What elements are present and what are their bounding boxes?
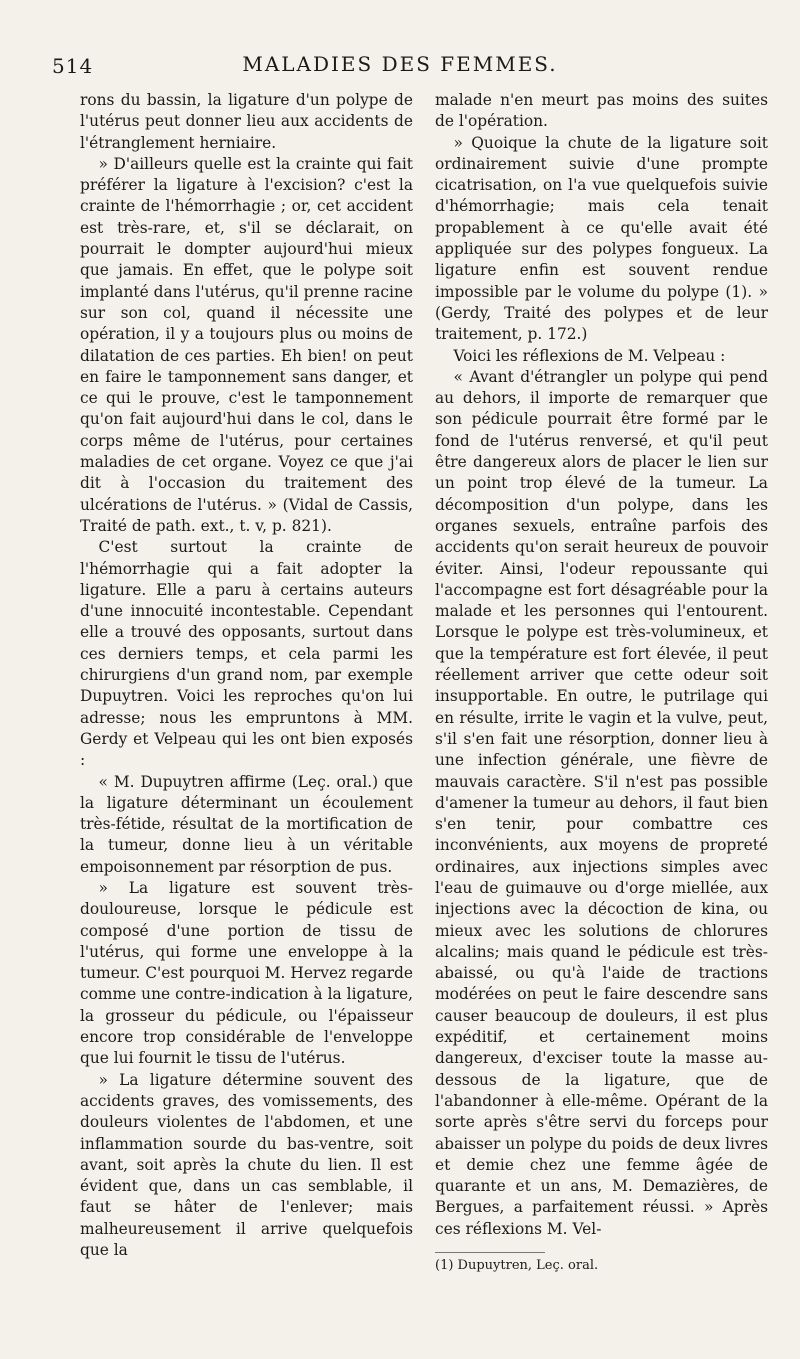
right-paragraph-1: malade n'en meurt pas moins des suites de l'opération. <box>435 91 768 131</box>
left-paragraph-4: « M. Dupuytren affirme (Leç. oral.) que la ligature déterminant un écoulement très-fétide, résultat de la mortification de la tumeur, donne lieu à un véritable empoisonnement par résorption de pus. <box>80 772 413 876</box>
right-paragraph-4: « Avant d'étrangler un polype qui pend au dehors, il importe de remarquer que son pédicule pourrait être formé par le fond de l'utérus renversé, et qu'il peut être dangereux alors de placer le lien sur un point trop élevé de la tumeur. La décomposition d'un polype, dans les organes sexuels, entraîne parfois des accidents qu'on serait heureux de pouvoir éviter. Ainsi, l'odeur repoussante qui l'accompagne est fort désagréable pour la malade et les personnes qui l'entourent. Lorsque le polype est très-volumineux, et que la température est fort élevée, il peut réellement arriver que cette odeur soit insupportable. En outre, le putrilage qui en résulte, irrite le vagin et la vulve, peut, s'il s'en fait une résorption, donner lieu à une infection générale, une fièvre de mauvais caractère. S'il n'est pas possible d'amener la tumeur au dehors, il faut bien s'en tenir, pour combattre ces inconvénients, aux moyens de propreté ordinaires, aux injections simples avec l'eau de guimauve ou d'orge miellée, aux injections avec la décoction de kina, ou mieux avec les solutions de chlorures alcalins; mais quand le pédicule est très-abaissé, ou qu'à l'aide de tractions modérées on peut le faire descendre sans causer beaucoup de douleurs, il est plus expéditif, et certainement moins dangereux, d'exciser toute la masse au-dessous de la ligature, que de l'abandonner à elle-même. Opérant de la sorte après s'être servi du forceps pour abaisser un polype du poids de deux livres et demie chez une femme âgée de quarante et un ans, M. Demazières, de Bergues, a parfaitement réussi. » Après ces réflexions M. Vel- <box>435 367 768 1238</box>
left-column <box>80 90 413 1340</box>
footnote-text: (1) Dupuytren, Leç. oral. <box>435 1258 599 1274</box>
left-paragraph-5: » La ligature est souvent très-douloureuse, lorsque le pédicule est composé d'une portion de tissu de l'utérus, qui forme une enveloppe à la tumeur. C'est pourquoi M. Hervez regarde comme une contre-indication à la ligature, la grosseur du pédicule, ou l'épaisseur encore trop considérable de l'enveloppe que lui fournit le tissu de l'utérus. <box>80 878 413 1068</box>
right-paragraph-3: Voici les réflexions de M. Velpeau : <box>453 346 726 365</box>
text-columns <box>80 90 768 1340</box>
left-paragraph-6: » La ligature détermine souvent des accidents graves, des vomissements, des douleurs violentes de l'abdomen, et une inflammation sourde du bas-ventre, soit avant, soit après la chute du lien. Il est évident que, dans un cas semblable, il faut se hâter de l'enlever; mais malheureusement il arrive quelquefois que la <box>80 1070 413 1260</box>
footnote-rule <box>435 1252 545 1253</box>
page-header <box>0 48 800 80</box>
page-number: 514 <box>52 54 94 78</box>
right-paragraph-2: » Quoique la chute de la ligature soit ordinairement suivie d'une prompte cicatrisation, on l'a vue quelquefois suivie d'hémorrhagie; mais cela tenait propablement à ce qu'elle avait été appliquée sur des polypes fongueux. La ligature enfin est souvent rendue impossible par le volume du polype (1). » (Gerdy, Traité des polypes et de leur traitement, p. 172.) <box>435 133 768 344</box>
running-head: MALADIES DES FEMMES. <box>242 52 558 76</box>
left-paragraph-1: rons du bassin, la ligature d'un polype de l'utérus peut donner lieu aux accidents de l'étranglement herniaire. <box>80 91 413 152</box>
left-paragraph-2: » D'ailleurs quelle est la crainte qui fait préférer la ligature à l'excision? c'est la crainte de l'hémorrhagie ; or, cet accident est très-rare, et, s'il se déclarait, on pourrait le dompter aujourd'hui mieux que jamais. En effet, que le polype soit implanté dans l'utérus, qu'il prenne racine sur son col, quand il nécessite une opération, il y a toujours plus ou moins de dilatation de ces parties. Eh bien! on peut en faire le tamponnement sans danger, et ce qui le prouve, c'est le tamponnement qu'on fait aujourd'hui dans le col, dans le corps même de l'utérus, pour certaines maladies de cet organe. Voyez ce que j'ai dit à l'occasion du traitement des ulcérations de l'utérus. » (Vidal de Cassis, Traité de path. ext., t. v, p. 821). <box>80 154 413 535</box>
footnote <box>435 1248 768 1275</box>
left-paragraph-3: C'est surtout la crainte de l'hémorrhagie qui a fait adopter la ligature. Elle a paru à certains auteurs d'une innocuité incontestable. Cependant elle a trouvé des opposants, surtout dans ces derniers temps, et cela parmi les chirurgiens d'un grand nom, par exemple Dupuytren. Voici les reproches qu'on lui adresse; nous les empruntons à MM. Gerdy et Velpeau qui les ont bien exposés : <box>80 538 413 770</box>
right-column <box>435 90 768 1340</box>
